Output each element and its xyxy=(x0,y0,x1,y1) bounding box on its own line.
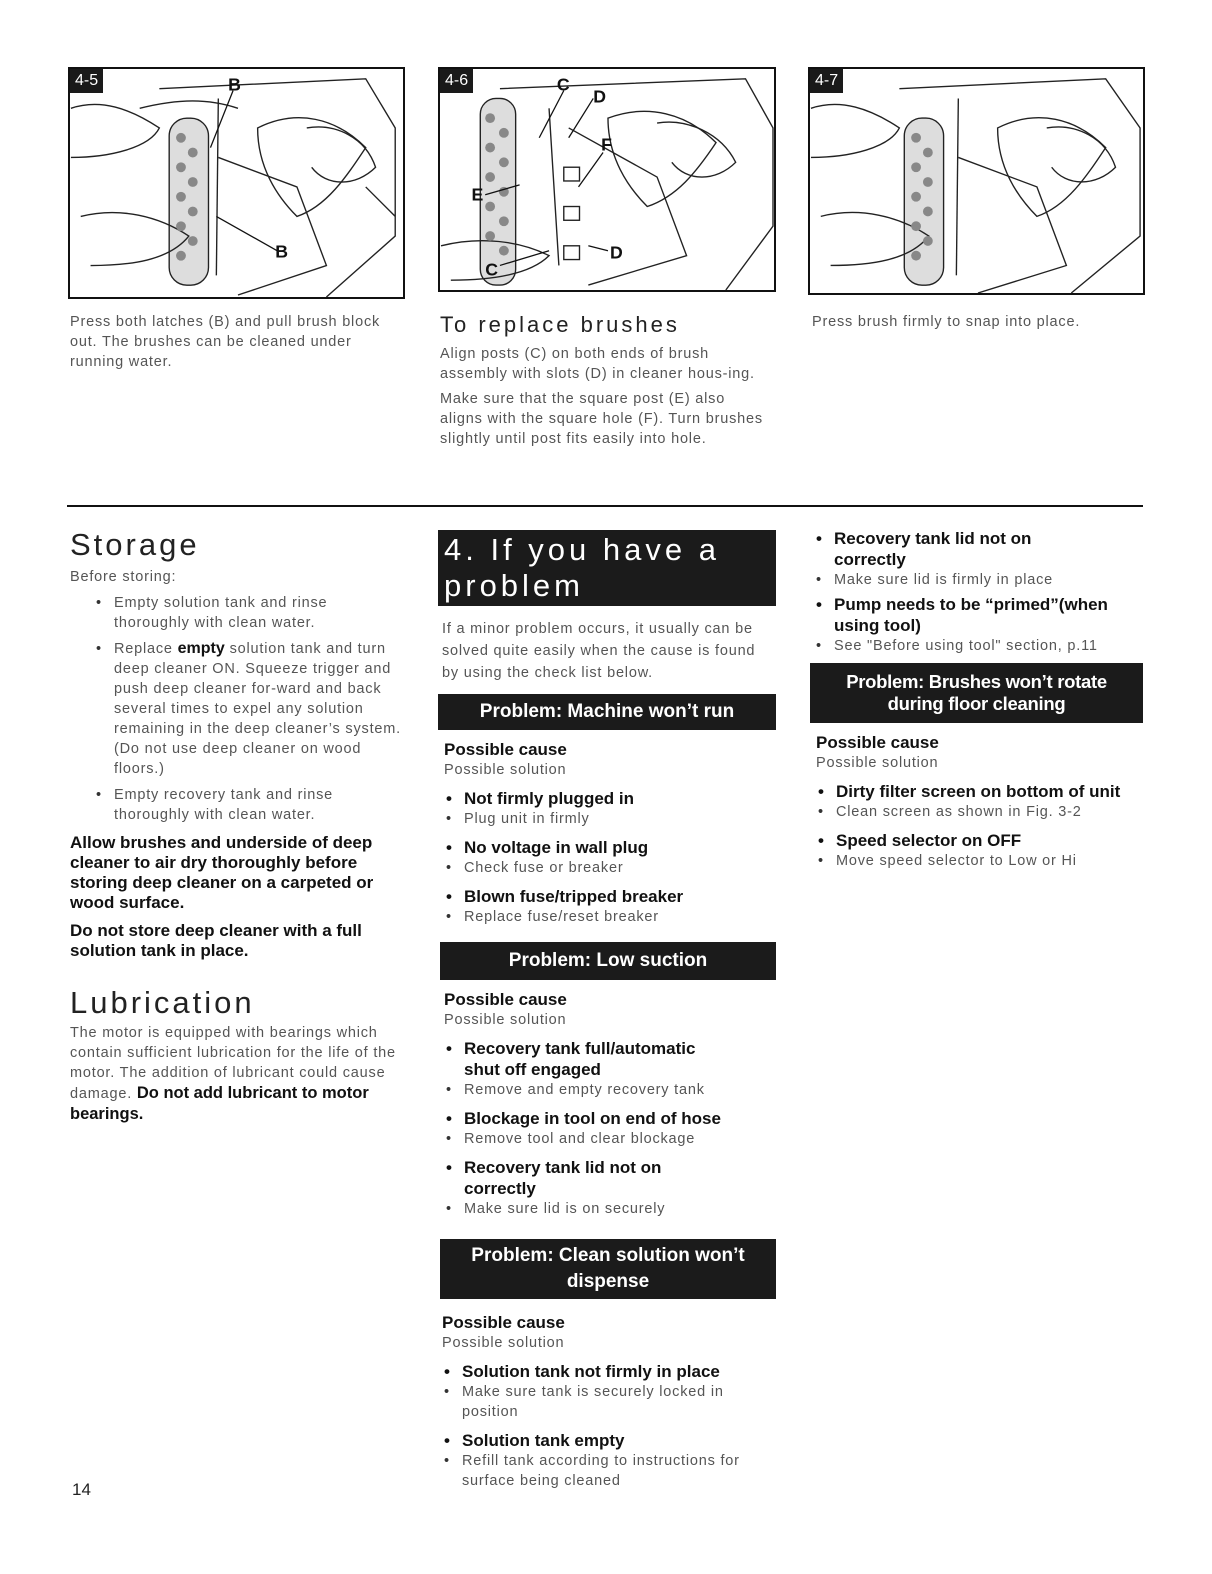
solution-item: • Move speed selector to Low or Hi xyxy=(816,851,1144,871)
cause-item: • Blockage in tool on end of hose xyxy=(444,1108,774,1129)
cause-item: • No voltage in wall plug xyxy=(444,837,774,858)
lubrication-text: The motor is equipped with bearings which contain sufficient lubrication for the life of the motor. The addition of lubricant could cause damage. Do not add lubricant to motor bearings. xyxy=(70,1025,396,1123)
cause-item: • Solution tank empty xyxy=(442,1430,772,1451)
page-number: 14 xyxy=(72,1480,91,1499)
storage-warning-tank: Do not store deep cleaner with a full solution tank in place. xyxy=(70,921,362,960)
solution-item: • Replace fuse/reset breaker xyxy=(444,907,774,927)
figure-tag: 4-7 xyxy=(810,69,843,93)
possible-solution-label: Possible solution xyxy=(444,1012,567,1028)
brush-removal-illustration xyxy=(70,69,403,297)
storage-section xyxy=(70,527,405,961)
possible-cause-label: Possible cause xyxy=(442,1313,565,1332)
problem-list-clean-solution xyxy=(442,1313,772,1491)
possible-cause-label: Possible cause xyxy=(444,740,567,759)
problem-banner-machine-wont-run: Problem: Machine won’t run xyxy=(438,694,776,730)
figure-4-7 xyxy=(808,67,1145,295)
callout-f: F xyxy=(601,134,612,155)
caption-4-6 xyxy=(440,312,770,449)
storage-intro: Before storing: xyxy=(70,569,177,585)
possible-solution-label: Possible solution xyxy=(444,762,567,778)
possible-cause-label: Possible cause xyxy=(816,733,939,752)
storage-item: • Empty recovery tank and rinse thoroughly with clean water. xyxy=(94,785,405,825)
cause-item: • Pump needs to be “primed”(when using tool) xyxy=(814,594,1144,636)
solution-item: • Remove and empty recovery tank xyxy=(444,1080,774,1100)
figure-4-6 xyxy=(438,67,776,292)
solution-item: • Remove tool and clear blockage xyxy=(444,1129,774,1149)
callout-d-bottom: D xyxy=(609,242,623,263)
solution-item: • See "Before using tool" section, p.11 xyxy=(814,636,1144,656)
solution-item: • Clean screen as shown in Fig. 3-2 xyxy=(816,802,1144,822)
callout-e: E xyxy=(471,184,484,205)
figure-4-5 xyxy=(68,67,405,299)
figure-tag: 4-6 xyxy=(440,69,473,93)
cause-item: • Recovery tank lid not on correctly xyxy=(814,528,1084,570)
problem-list-low-suction xyxy=(444,990,774,1219)
cause-item: • Not firmly plugged in xyxy=(444,788,774,809)
cause-item: • Solution tank not firmly in place xyxy=(442,1361,772,1382)
cause-item: • Dirty filter screen on bottom of unit xyxy=(816,781,1144,802)
problem-banner-clean-solution: Problem: Clean solution won’t dispense xyxy=(440,1239,776,1299)
cause-item: • Speed selector on OFF xyxy=(816,830,1144,851)
solution-item: • Make sure lid is on securely xyxy=(444,1199,774,1219)
callout-c-bottom: C xyxy=(485,259,498,280)
cause-item: • Blown fuse/tripped breaker xyxy=(444,886,774,907)
possible-cause-label: Possible cause xyxy=(444,990,567,1009)
callout-b-bottom: B xyxy=(275,241,289,262)
storage-heading: Storage xyxy=(70,527,200,562)
replace-brushes-step2: Make sure that the square post (E) also aligns with the square hole (F). Turn brushes slightly until post fits easily into hole. xyxy=(440,391,763,447)
possible-solution-label: Possible solution xyxy=(442,1335,565,1351)
problem-banner-low-suction: Problem: Low suction xyxy=(440,942,776,980)
brush-snap-illustration xyxy=(810,69,1143,293)
problem-list-continued xyxy=(814,528,1144,656)
solution-item: • Make sure tank is securely locked in position xyxy=(442,1382,772,1422)
solution-item: • Make sure lid is firmly in place xyxy=(814,570,1144,590)
troubleshooting-intro: If a minor problem occurs, it usually can be solved quite easily when the cause is found by using the check list below. xyxy=(442,621,756,681)
lubrication-section xyxy=(70,985,405,1125)
lubrication-heading: Lubrication xyxy=(70,985,255,1020)
possible-solution-label: Possible solution xyxy=(816,755,939,771)
problem-list-brushes xyxy=(816,733,1144,871)
figure-tag: 4-5 xyxy=(70,69,103,93)
callout-d-top: D xyxy=(593,86,607,107)
callout-b-top: B xyxy=(228,74,241,95)
storage-warning-dry: Allow brushes and underside of deep cleaner to air dry thoroughly before storing deep cleaner on a carpeted or wood surface. xyxy=(70,833,374,912)
lubrication-warning: Do not add lubricant to motor bearings. xyxy=(70,1084,369,1123)
storage-item: • Empty solution tank and rinse thoroughly with clean water. xyxy=(94,593,405,633)
caption-4-7: Press brush firmly to snap into place. xyxy=(812,314,1081,330)
cause-item: • Recovery tank full/automatic shut off engaged xyxy=(444,1038,734,1080)
caption-4-5: Press both latches (B) and pull brush block out. The brushes can be cleaned under running water. xyxy=(70,314,381,370)
solution-item: • Refill tank according to instructions for surface being cleaned xyxy=(442,1451,772,1491)
troubleshooting-heading: 4. If you have a problem xyxy=(438,530,776,606)
problem-banner-brushes-wont-rotate: Problem: Brushes won’t rotate during floor cleaning xyxy=(810,663,1143,723)
storage-item: • Replace empty solution tank and turn deep cleaner ON. Squeeze trigger and push deep cleaner for-ward and back several times to expel any solution remaining in the deep cleaner’s system. (Do not use deep cleaner on wood floors.) xyxy=(94,639,405,779)
section-divider xyxy=(67,505,1143,507)
replace-brushes-step1: Align posts (C) on both ends of brush assembly with slots (D) in cleaner hous-ing. xyxy=(440,346,755,382)
solution-item: • Check fuse or breaker xyxy=(444,858,774,878)
problem-list-machine-wont-run xyxy=(444,740,774,927)
replace-brushes-heading: To replace brushes xyxy=(440,312,680,337)
cause-item: • Recovery tank lid not on correctly xyxy=(444,1157,704,1199)
solution-item: • Plug unit in firmly xyxy=(444,809,774,829)
brush-replace-illustration xyxy=(440,69,774,290)
callout-c-top: C xyxy=(556,74,570,95)
